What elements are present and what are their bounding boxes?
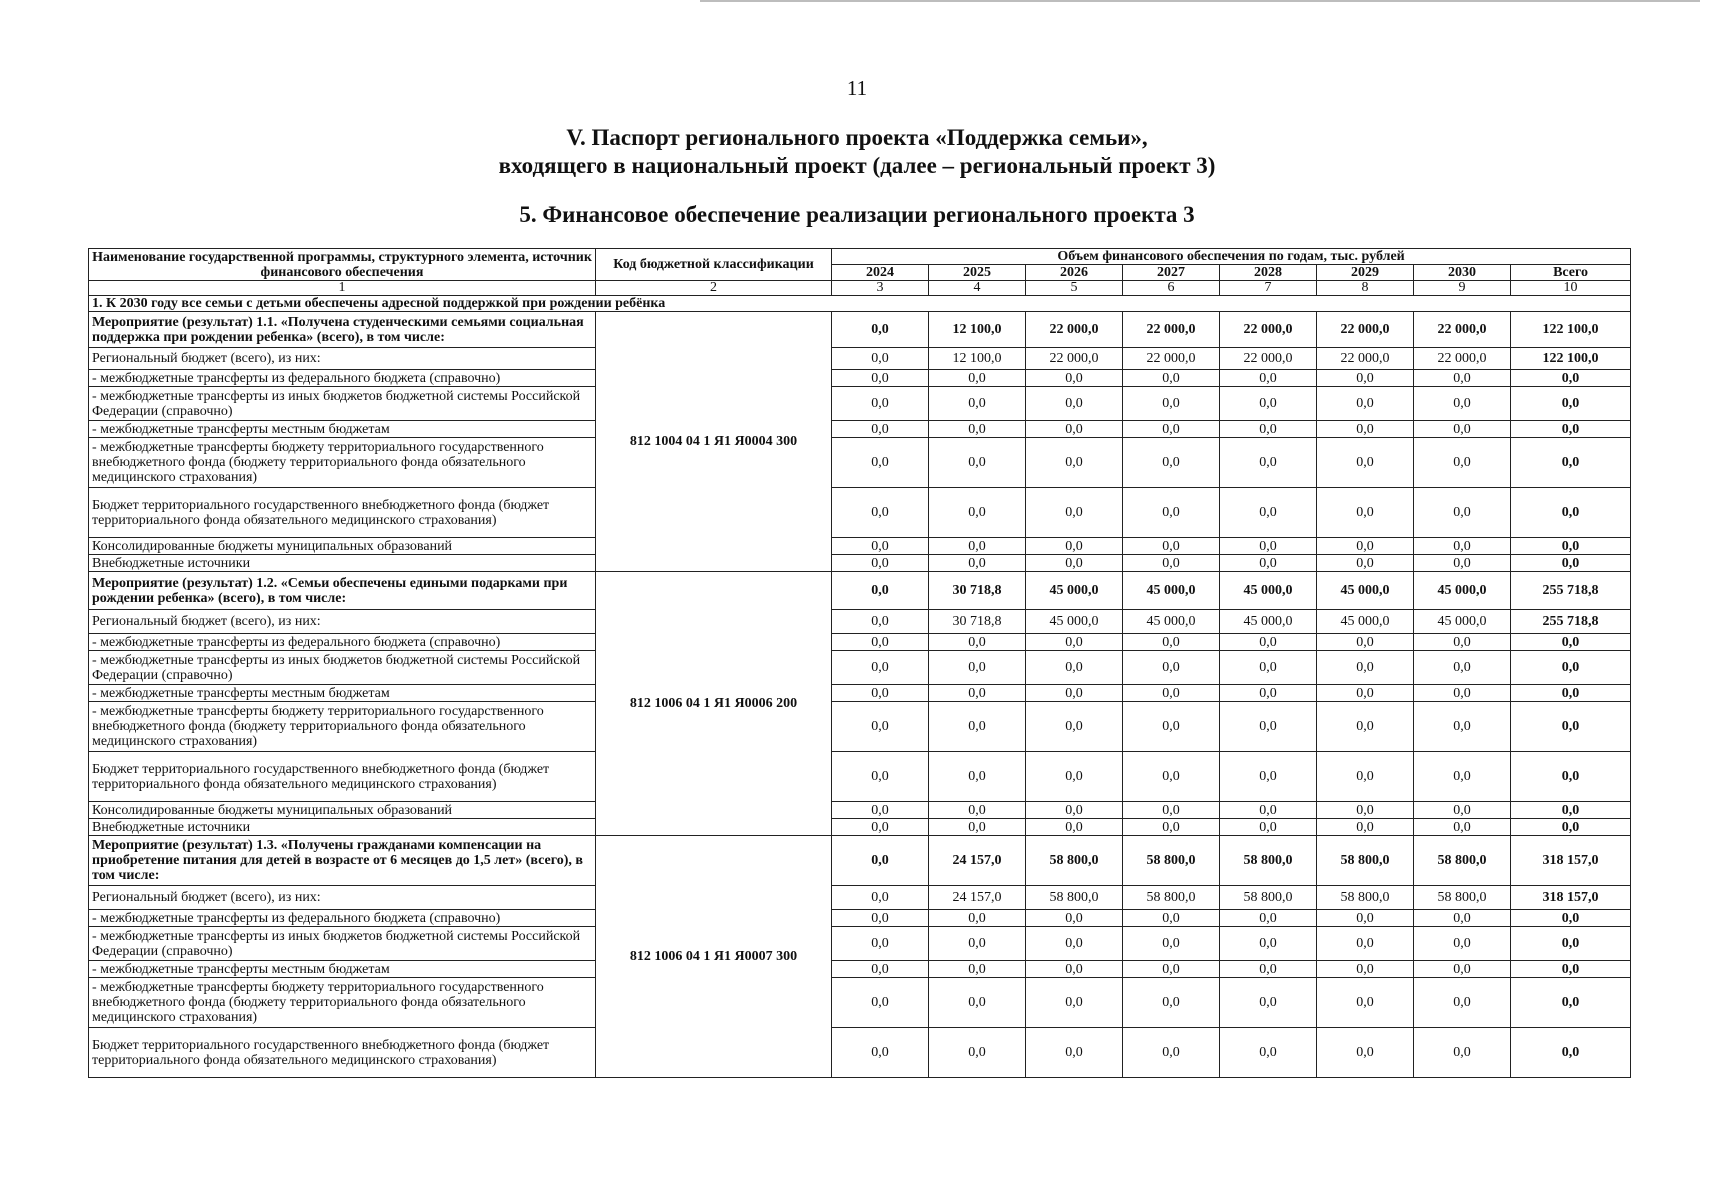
year-value: 0,0	[1317, 1028, 1414, 1078]
year-value: 0,0	[832, 802, 929, 819]
year-value: 0,0	[1026, 910, 1123, 927]
year-value: 0,0	[1414, 438, 1511, 488]
year-value: 0,0	[832, 685, 929, 702]
year-value: 0,0	[1414, 910, 1511, 927]
year-value: 0,0	[832, 1028, 929, 1078]
source-name: Консолидированные бюджеты муниципальных образований	[89, 538, 596, 555]
source-name: Региональный бюджет (всего), из них:	[89, 610, 596, 634]
event-name: Мероприятие (результат) 1.3. «Получены гражданами компенсации на приобретение питания для детей в возрасте от 6 месяцев до 1,5 лет» (всего), в том числе:	[89, 836, 596, 886]
year-value: 0,0	[1414, 1028, 1511, 1078]
year-value: 0,0	[832, 421, 929, 438]
source-name: Внебюджетные источники	[89, 819, 596, 836]
year-value: 0,0	[1123, 802, 1220, 819]
year-value: 30 718,8	[929, 610, 1026, 634]
total-value: 0,0	[1511, 927, 1631, 961]
year-value: 0,0	[1220, 387, 1317, 421]
total-value: 0,0	[1511, 685, 1631, 702]
section-title: 5. Финансовое обеспечение реализации регионального проекта 3	[519, 202, 1195, 227]
column-index: 8	[1317, 281, 1414, 296]
total-value: 122 100,0	[1511, 312, 1631, 348]
column-index: 9	[1414, 281, 1511, 296]
source-row	[89, 752, 1631, 802]
year-value: 0,0	[1123, 538, 1220, 555]
source-name: - межбюджетные трансферты из федерального бюджета (справочно)	[89, 634, 596, 651]
header-year: 2029	[1317, 265, 1414, 281]
year-value: 45 000,0	[1414, 610, 1511, 634]
year-value: 0,0	[832, 370, 929, 387]
header-year: 2030	[1414, 265, 1511, 281]
year-value: 0,0	[832, 488, 929, 538]
total-value: 122 100,0	[1511, 348, 1631, 370]
year-value: 0,0	[1414, 819, 1511, 836]
year-value: 45 000,0	[1220, 572, 1317, 610]
source-name: Региональный бюджет (всего), из них:	[89, 886, 596, 910]
year-value: 0,0	[832, 312, 929, 348]
year-value: 0,0	[1317, 961, 1414, 978]
year-value: 0,0	[832, 978, 929, 1028]
year-value: 0,0	[832, 610, 929, 634]
event-name: Мероприятие (результат) 1.2. «Семьи обеспечены едиными подарками при рождении ребенка» (всего), в том числе:	[89, 572, 596, 610]
year-value: 0,0	[1414, 538, 1511, 555]
year-value: 0,0	[1220, 370, 1317, 387]
year-value: 0,0	[1026, 752, 1123, 802]
year-value: 58 800,0	[1123, 836, 1220, 886]
year-value: 0,0	[1220, 651, 1317, 685]
year-value: 0,0	[1026, 651, 1123, 685]
source-row	[89, 685, 1631, 702]
year-value: 0,0	[832, 702, 929, 752]
year-value: 0,0	[1414, 702, 1511, 752]
year-value: 0,0	[1026, 438, 1123, 488]
year-value: 58 800,0	[1026, 886, 1123, 910]
year-value: 0,0	[1123, 978, 1220, 1028]
source-row	[89, 1028, 1631, 1078]
year-value: 0,0	[1414, 685, 1511, 702]
header-year: 2024	[832, 265, 929, 281]
header-code-column: Код бюджетной классификации	[596, 249, 832, 281]
year-value: 12 100,0	[929, 348, 1026, 370]
year-value: 22 000,0	[1123, 312, 1220, 348]
column-index: 7	[1220, 281, 1317, 296]
source-row	[89, 802, 1631, 819]
budget-code: 812 1006 04 1 Я1 Я0007 300	[596, 836, 832, 1078]
year-value: 45 000,0	[1317, 610, 1414, 634]
year-value: 0,0	[1220, 978, 1317, 1028]
year-value: 0,0	[1317, 978, 1414, 1028]
event-name: Мероприятие (результат) 1.1. «Получена студенческими семьями социальная поддержка при рождении ребенка» (всего), в том числе:	[89, 312, 596, 348]
year-value: 0,0	[1414, 927, 1511, 961]
column-index: 4	[929, 281, 1026, 296]
year-value: 0,0	[1026, 819, 1123, 836]
total-value: 0,0	[1511, 819, 1631, 836]
year-value: 0,0	[1123, 387, 1220, 421]
year-value: 0,0	[1317, 752, 1414, 802]
year-value: 0,0	[1220, 488, 1317, 538]
year-value: 0,0	[1123, 685, 1220, 702]
year-value: 0,0	[929, 819, 1026, 836]
year-value: 0,0	[1026, 927, 1123, 961]
year-value: 0,0	[1123, 370, 1220, 387]
year-value: 0,0	[1414, 752, 1511, 802]
goal-row	[89, 296, 1631, 312]
header-volume-column: Объем финансового обеспечения по годам, тыс. рублей	[832, 249, 1631, 265]
year-value: 45 000,0	[1220, 610, 1317, 634]
year-value: 0,0	[1026, 802, 1123, 819]
year-value: 58 800,0	[1317, 836, 1414, 886]
source-name: - межбюджетные трансферты бюджету территориального государственного внебюджетного фонда (бюджету территориального фонда обязательного медицинского страхования)	[89, 702, 596, 752]
year-value: 22 000,0	[1220, 312, 1317, 348]
year-value: 24 157,0	[929, 836, 1026, 886]
column-index: 10	[1511, 281, 1631, 296]
source-name: - межбюджетные трансферты местным бюджетам	[89, 685, 596, 702]
year-value: 0,0	[1026, 634, 1123, 651]
source-name: - межбюджетные трансферты из иных бюджетов бюджетной системы Российской Федерации (справочно)	[89, 927, 596, 961]
year-value: 0,0	[1317, 488, 1414, 538]
total-value: 0,0	[1511, 488, 1631, 538]
header-year: 2028	[1220, 265, 1317, 281]
year-value: 0,0	[1123, 438, 1220, 488]
year-value: 0,0	[1123, 910, 1220, 927]
year-value: 0,0	[1123, 819, 1220, 836]
year-value: 0,0	[1220, 819, 1317, 836]
budget-code: 812 1004 04 1 Я1 Я0004 300	[596, 312, 832, 572]
year-value: 22 000,0	[1026, 348, 1123, 370]
year-value: 0,0	[1026, 488, 1123, 538]
source-row	[89, 488, 1631, 538]
year-value: 0,0	[929, 961, 1026, 978]
year-value: 0,0	[1026, 387, 1123, 421]
year-value: 0,0	[1317, 438, 1414, 488]
year-value: 24 157,0	[929, 886, 1026, 910]
year-value: 0,0	[929, 555, 1026, 572]
year-value: 58 800,0	[1317, 886, 1414, 910]
year-value: 0,0	[1317, 634, 1414, 651]
page-title	[0, 124, 1714, 180]
year-value: 0,0	[1220, 961, 1317, 978]
year-value: 0,0	[1026, 685, 1123, 702]
goal-text: 1. К 2030 году все семьи с детьми обеспечены адресной поддержкой при рождении ребёнка	[89, 296, 1631, 312]
budget-code: 812 1006 04 1 Я1 Я0006 200	[596, 572, 832, 836]
year-value: 0,0	[832, 651, 929, 685]
year-value: 0,0	[832, 752, 929, 802]
year-value: 0,0	[929, 1028, 1026, 1078]
source-name: - межбюджетные трансферты местным бюджетам	[89, 961, 596, 978]
source-name: - межбюджетные трансферты из федерального бюджета (справочно)	[89, 370, 596, 387]
year-value: 0,0	[1123, 651, 1220, 685]
year-value: 45 000,0	[1123, 610, 1220, 634]
total-value: 255 718,8	[1511, 572, 1631, 610]
year-value: 0,0	[1220, 538, 1317, 555]
year-value: 0,0	[1220, 702, 1317, 752]
year-value: 0,0	[1220, 910, 1317, 927]
source-row	[89, 438, 1631, 488]
year-value: 30 718,8	[929, 572, 1026, 610]
year-value: 0,0	[832, 438, 929, 488]
column-index: 2	[596, 281, 832, 296]
year-value: 22 000,0	[1414, 348, 1511, 370]
year-value: 0,0	[832, 927, 929, 961]
year-value: 0,0	[1220, 752, 1317, 802]
column-index: 5	[1026, 281, 1123, 296]
year-value: 0,0	[1220, 1028, 1317, 1078]
source-name: - межбюджетные трансферты бюджету территориального государственного внебюджетного фонда (бюджету территориального фонда обязательного медицинского страхования)	[89, 978, 596, 1028]
year-value: 0,0	[1123, 488, 1220, 538]
year-value: 0,0	[832, 836, 929, 886]
year-value: 0,0	[832, 886, 929, 910]
year-value: 0,0	[929, 634, 1026, 651]
year-value: 0,0	[1317, 651, 1414, 685]
year-value: 0,0	[1317, 387, 1414, 421]
event-row	[89, 836, 1631, 886]
source-name: Внебюджетные источники	[89, 555, 596, 572]
total-value: 255 718,8	[1511, 610, 1631, 634]
year-value: 0,0	[929, 978, 1026, 1028]
year-value: 0,0	[1220, 927, 1317, 961]
year-value: 0,0	[1317, 910, 1414, 927]
year-value: 0,0	[1414, 961, 1511, 978]
column-index-row	[89, 281, 1631, 296]
header-year: 2025	[929, 265, 1026, 281]
year-value: 0,0	[1317, 819, 1414, 836]
header-year: 2027	[1123, 265, 1220, 281]
year-value: 0,0	[1414, 387, 1511, 421]
source-row	[89, 910, 1631, 927]
year-value: 0,0	[1414, 421, 1511, 438]
year-value: 0,0	[1123, 702, 1220, 752]
year-value: 45 000,0	[1026, 572, 1123, 610]
title-line-1: V. Паспорт регионального проекта «Поддержка семьи»,	[566, 125, 1148, 150]
year-value: 45 000,0	[1317, 572, 1414, 610]
header-name-column: Наименование государственной программы, структурного элемента, источник финансового обеспечения	[89, 249, 596, 281]
year-value: 22 000,0	[1123, 348, 1220, 370]
year-value: 0,0	[832, 910, 929, 927]
source-row	[89, 634, 1631, 651]
year-value: 0,0	[832, 961, 929, 978]
year-value: 0,0	[832, 538, 929, 555]
year-value: 22 000,0	[1220, 348, 1317, 370]
year-value: 0,0	[1317, 555, 1414, 572]
year-value: 0,0	[929, 752, 1026, 802]
total-value: 0,0	[1511, 634, 1631, 651]
year-value: 0,0	[1026, 421, 1123, 438]
total-value: 0,0	[1511, 802, 1631, 819]
page-number: 11	[846, 76, 868, 100]
year-value: 0,0	[1414, 651, 1511, 685]
year-value: 0,0	[1414, 488, 1511, 538]
year-value: 0,0	[1414, 634, 1511, 651]
source-row	[89, 961, 1631, 978]
year-value: 0,0	[1220, 421, 1317, 438]
year-value: 45 000,0	[1414, 572, 1511, 610]
column-index: 6	[1123, 281, 1220, 296]
year-value: 0,0	[929, 370, 1026, 387]
year-value: 0,0	[1123, 927, 1220, 961]
year-value: 0,0	[832, 387, 929, 421]
year-value: 0,0	[1220, 802, 1317, 819]
year-value: 0,0	[1414, 555, 1511, 572]
year-value: 58 800,0	[1026, 836, 1123, 886]
year-value: 0,0	[1317, 927, 1414, 961]
year-value: 0,0	[929, 702, 1026, 752]
year-value: 0,0	[832, 634, 929, 651]
source-name: - межбюджетные трансферты местным бюджетам	[89, 421, 596, 438]
source-row	[89, 819, 1631, 836]
year-value: 0,0	[929, 685, 1026, 702]
source-name: - межбюджетные трансферты из федерального бюджета (справочно)	[89, 910, 596, 927]
year-value: 22 000,0	[1317, 348, 1414, 370]
year-value: 0,0	[929, 927, 1026, 961]
source-row	[89, 978, 1631, 1028]
year-value: 45 000,0	[1026, 610, 1123, 634]
year-value: 0,0	[1123, 752, 1220, 802]
event-row	[89, 312, 1631, 348]
year-value: 0,0	[1317, 421, 1414, 438]
source-row	[89, 387, 1631, 421]
source-row	[89, 886, 1631, 910]
year-value: 0,0	[1317, 538, 1414, 555]
source-name: Региональный бюджет (всего), из них:	[89, 348, 596, 370]
source-row	[89, 610, 1631, 634]
year-value: 58 800,0	[1414, 886, 1511, 910]
year-value: 0,0	[929, 538, 1026, 555]
year-value: 0,0	[1220, 438, 1317, 488]
top-border-line	[700, 0, 1700, 2]
year-value: 0,0	[1026, 978, 1123, 1028]
total-value: 0,0	[1511, 370, 1631, 387]
year-value: 0,0	[1026, 538, 1123, 555]
year-value: 22 000,0	[1414, 312, 1511, 348]
year-value: 0,0	[1123, 961, 1220, 978]
total-value: 0,0	[1511, 978, 1631, 1028]
year-value: 0,0	[1317, 802, 1414, 819]
year-value: 58 800,0	[1123, 886, 1220, 910]
year-value: 0,0	[1414, 370, 1511, 387]
year-value: 0,0	[832, 572, 929, 610]
source-name: - межбюджетные трансферты из иных бюджетов бюджетной системы Российской Федерации (справочно)	[89, 387, 596, 421]
source-row	[89, 702, 1631, 752]
total-value: 0,0	[1511, 961, 1631, 978]
year-value: 0,0	[1026, 555, 1123, 572]
title-line-2: входящего в национальный проект (далее – региональный проект 3)	[498, 153, 1216, 178]
year-value: 58 800,0	[1220, 886, 1317, 910]
source-row	[89, 421, 1631, 438]
total-value: 0,0	[1511, 387, 1631, 421]
year-value: 0,0	[929, 802, 1026, 819]
total-value: 318 157,0	[1511, 836, 1631, 886]
total-value: 0,0	[1511, 538, 1631, 555]
source-name: Бюджет территориального государственного внебюджетного фонда (бюджет территориального фонда обязательного медицинского страхования)	[89, 488, 596, 538]
year-value: 0,0	[929, 651, 1026, 685]
year-value: 12 100,0	[929, 312, 1026, 348]
source-row	[89, 555, 1631, 572]
source-name: Бюджет территориального государственного внебюджетного фонда (бюджет территориального фонда обязательного медицинского страхования)	[89, 1028, 596, 1078]
year-value: 0,0	[1220, 555, 1317, 572]
year-value: 0,0	[929, 910, 1026, 927]
source-row	[89, 538, 1631, 555]
year-value: 22 000,0	[1317, 312, 1414, 348]
year-value: 0,0	[1317, 702, 1414, 752]
column-index: 1	[89, 281, 596, 296]
total-value: 0,0	[1511, 651, 1631, 685]
year-value: 0,0	[929, 488, 1026, 538]
total-value: 0,0	[1511, 702, 1631, 752]
column-index: 3	[832, 281, 929, 296]
year-value: 0,0	[1123, 421, 1220, 438]
source-row	[89, 651, 1631, 685]
year-value: 0,0	[1026, 702, 1123, 752]
year-value: 0,0	[1220, 634, 1317, 651]
financing-table	[88, 248, 1631, 1078]
total-value: 0,0	[1511, 555, 1631, 572]
source-row	[89, 348, 1631, 370]
total-value: 318 157,0	[1511, 886, 1631, 910]
year-value: 58 800,0	[1220, 836, 1317, 886]
year-value: 0,0	[1414, 802, 1511, 819]
total-value: 0,0	[1511, 910, 1631, 927]
year-value: 0,0	[929, 438, 1026, 488]
year-value: 0,0	[1123, 634, 1220, 651]
year-value: 0,0	[832, 819, 929, 836]
source-name: Бюджет территориального государственного внебюджетного фонда (бюджет территориального фонда обязательного медицинского страхования)	[89, 752, 596, 802]
total-value: 0,0	[1511, 752, 1631, 802]
year-value: 22 000,0	[1026, 312, 1123, 348]
year-value: 0,0	[832, 555, 929, 572]
year-value: 0,0	[929, 421, 1026, 438]
year-value: 0,0	[832, 348, 929, 370]
source-name: Консолидированные бюджеты муниципальных образований	[89, 802, 596, 819]
source-name: - межбюджетные трансферты из иных бюджетов бюджетной системы Российской Федерации (справочно)	[89, 651, 596, 685]
event-row	[89, 572, 1631, 610]
year-value: 45 000,0	[1123, 572, 1220, 610]
header-year: 2026	[1026, 265, 1123, 281]
total-value: 0,0	[1511, 438, 1631, 488]
total-value: 0,0	[1511, 1028, 1631, 1078]
year-value: 0,0	[929, 387, 1026, 421]
year-value: 0,0	[1123, 1028, 1220, 1078]
year-value: 58 800,0	[1414, 836, 1511, 886]
year-value: 0,0	[1220, 685, 1317, 702]
year-value: 0,0	[1026, 1028, 1123, 1078]
total-value: 0,0	[1511, 421, 1631, 438]
year-value: 0,0	[1026, 370, 1123, 387]
year-value: 0,0	[1414, 978, 1511, 1028]
year-value: 0,0	[1123, 555, 1220, 572]
year-value: 0,0	[1317, 370, 1414, 387]
year-value: 0,0	[1317, 685, 1414, 702]
year-value: 0,0	[1026, 961, 1123, 978]
source-row	[89, 370, 1631, 387]
source-name: - межбюджетные трансферты бюджету территориального государственного внебюджетного фонда (бюджету территориального фонда обязательного медицинского страхования)	[89, 438, 596, 488]
source-row	[89, 927, 1631, 961]
header-total: Всего	[1511, 265, 1631, 281]
